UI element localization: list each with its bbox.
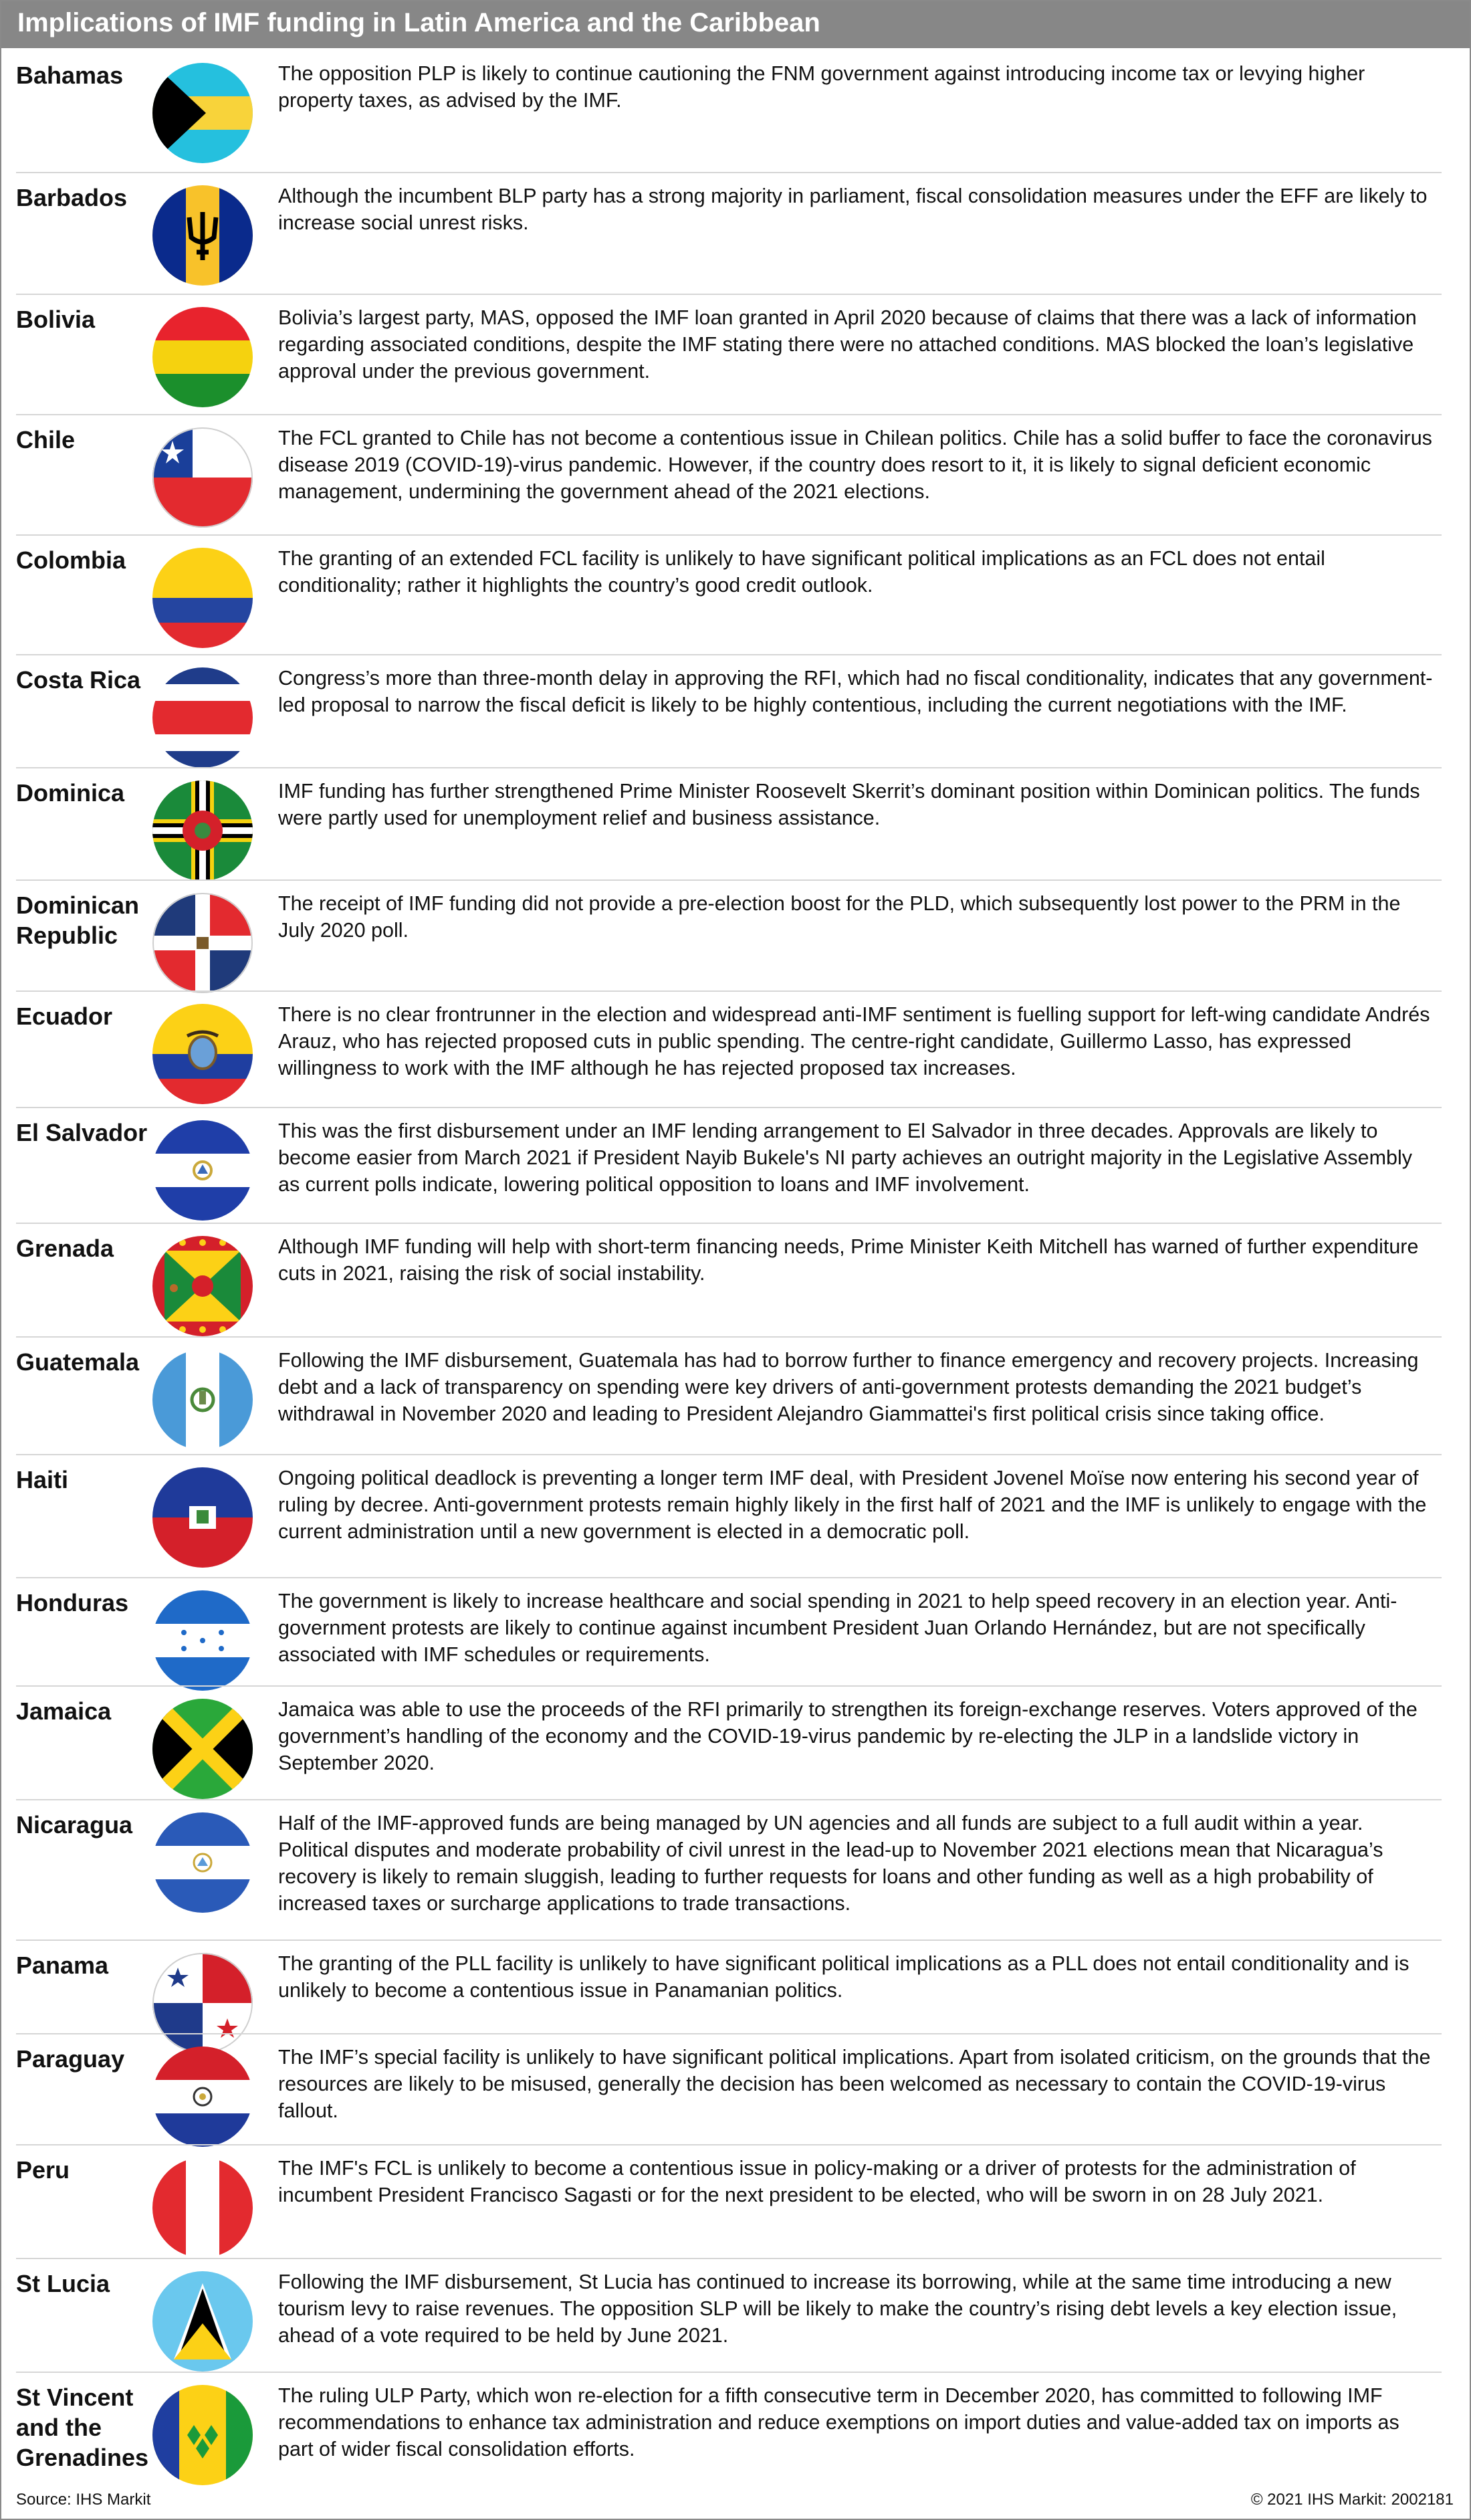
country-name: Ecuador bbox=[16, 1003, 113, 1030]
country-name: Chile bbox=[16, 426, 76, 453]
implication-text: The granting of the PLL facility is unlikely to have significant political implications as a PLL does not entail conditionality and is unlikely to become a contentious issue in Panamanian politics. bbox=[278, 1952, 1409, 2002]
list-item bbox=[1, 295, 1470, 415]
country-name: Nicaragua bbox=[16, 1811, 133, 1839]
implication-text: Although IMF funding will help with short-term financing needs, Prime Minister Keith Mitchell has warned of further expenditure cuts in 2021, raising the risk of social instability. bbox=[278, 1235, 1419, 1285]
jamaica-flag-icon bbox=[152, 1699, 253, 1799]
country-name: Costa Rica bbox=[16, 666, 141, 694]
implication-text: Following the IMF disbursement, St Lucia has continued to increase its borrowing, while at the same time introducing a new tourism levy to raise revenues. The opposition SLP will be likely to make the country’s rising debt levels a key election issue, ahead of a vote required to be held by June 2021. bbox=[278, 2271, 1397, 2347]
chile-flag-icon bbox=[152, 427, 253, 528]
country-name: Haiti bbox=[16, 1466, 69, 1493]
implication-text: Jamaica was able to use the proceeds of the RFI primarily to strengthen its foreign-exchange reserves. Voters approved of the government’s handling of the economy and the COVID-19-virus pandemic by re-electing the JLP in a landslide victory in September 2020. bbox=[278, 1698, 1418, 1774]
implication-text: The ruling ULP Party, which won re-election for a fifth consecutive term in December 2020, has committed to following IMF recommendations to enhance tax administration and reduce exemptions on import duties and value-added tax on imports as part of wider fiscal consolidation efforts. bbox=[278, 2384, 1399, 2460]
honduras-flag-icon bbox=[152, 1590, 253, 1691]
implication-text: Although the incumbent BLP party has a strong majority in parliament, fiscal consolidation measures under the EFF are likely to increase social unrest risks. bbox=[278, 185, 1428, 234]
list-item bbox=[1, 1687, 1470, 1800]
paraguay-flag-icon bbox=[152, 2046, 253, 2147]
country-name: Barbados bbox=[16, 184, 128, 211]
barbados-flag-icon bbox=[152, 185, 253, 286]
country-name: Colombia bbox=[16, 546, 126, 574]
colombia-flag-icon bbox=[152, 548, 253, 648]
source-note: Source: IHS Markit bbox=[16, 2491, 151, 2509]
guatemala-flag-icon bbox=[152, 1350, 253, 1450]
implication-text: The IMF's FCL is unlikely to become a contentious issue in policy-making or a driver of protests for the administration of incumbent President Francisco Sagasti or for the next president to be elected, who will be sworn in on 28 July 2021. bbox=[278, 2157, 1356, 2206]
el-salvador-flag-icon bbox=[152, 1120, 253, 1221]
implication-text: Half of the IMF-approved funds are being managed by UN agencies and all funds are subject to a full audit within a year. Political disputes and moderate probability of civil unrest in the lead-up to November 2021 elections mean that Nicaragua’s recovery is likely to remain sluggish, leading to further requests for loans and other funding as well as a high probability of increased taxes or surcharge applications to trade transactions. bbox=[278, 1812, 1383, 1915]
implication-text: The government is likely to increase healthcare and social spending in 2021 to help speed recovery in an election year. Anti-government protests are likely to continue against incumbent President Juan Orlando Hernández, but are not specifically associated with IMF schedules or requirements. bbox=[278, 1590, 1397, 1666]
list-item bbox=[1, 992, 1470, 1108]
list-item bbox=[1, 2145, 1470, 2259]
grenada-flag-icon bbox=[152, 1236, 253, 1336]
implication-text: Following the IMF disbursement, Guatemala has had to borrow further to finance emergency and recovery projects. Increasing debt and a lack of transparency on spending were key drivers of anti-government protests demanding the 2021 budget’s withdrawal in November 2020 and leading to President Alejandro Giammattei's first political crisis since taking office. bbox=[278, 1349, 1419, 1425]
peru-flag-icon bbox=[152, 2158, 253, 2258]
costa-rica-flag-icon bbox=[152, 667, 253, 768]
dominica-flag-icon bbox=[152, 780, 253, 881]
implication-text: This was the first disbursement under an IMF lending arrangement to El Salvador in three decades. Approvals are likely to become easier from March 2021 if President Nayib Bukele's NI party achieves an outright majority in the Legislative Assembly as current polls indicate, lowering political opposition to loans and IMF involvement. bbox=[278, 1120, 1412, 1196]
list-item bbox=[1, 2259, 1470, 2373]
implication-text: Ongoing political deadlock is preventing a longer term IMF deal, with President Jovenel Moïse now entering his second year of ruling by decree. Anti-government protests remain highly likely in the first half of 2021 and the IMF is unlikely to engage with the current administration until a new government is elected in a democratic poll. bbox=[278, 1467, 1427, 1543]
implication-text: The receipt of IMF funding did not provide a pre-election boost for the PLD, which subsequently lost power to the PRM in the July 2020 poll. bbox=[278, 892, 1401, 942]
haiti-flag-icon bbox=[152, 1467, 253, 1568]
list-item bbox=[1, 415, 1470, 536]
page-title: Implications of IMF funding in Latin America and the Caribbean bbox=[17, 8, 820, 37]
country-name: Panama bbox=[16, 1952, 109, 1979]
country-name: St Vincent and the Grenadines bbox=[16, 2384, 149, 2471]
title-bar bbox=[1, 1, 1470, 48]
ecuador-flag-icon bbox=[152, 1004, 253, 1104]
list-item bbox=[1, 655, 1470, 768]
implication-text: Congress’s more than three-month delay in approving the RFI, which had no fiscal conditionality, indicates that any government-led proposal to narrow the fiscal deficit is likely to be highly contentious, including the current negotiations with the IMF. bbox=[278, 667, 1433, 716]
country-name: Jamaica bbox=[16, 1697, 112, 1725]
implication-text: IMF funding has further strengthened Prime Minister Roosevelt Skerrit’s dominant position within Dominican politics. The funds were partly used for unemployment relief and business assistance. bbox=[278, 780, 1420, 829]
nicaragua-flag-icon bbox=[152, 1812, 253, 1913]
list-item bbox=[1, 1941, 1470, 2034]
list-item bbox=[1, 1224, 1470, 1338]
implication-text: The FCL granted to Chile has not become a contentious issue in Chilean politics. Chile has a solid buffer to face the coronavirus disease 2019 (COVID-19)-virus pandemic. However, if the country does resort to it, it is likely to signal deficient economic management, undermining the government ahead of the 2021 elections. bbox=[278, 427, 1432, 503]
country-name: Bahamas bbox=[16, 62, 124, 89]
list-item bbox=[1, 51, 1470, 173]
country-name: Paraguay bbox=[16, 2045, 125, 2073]
implication-text: The opposition PLP is likely to continue cautioning the FNM government against introducing income tax or levying higher property taxes, as advised by the IMF. bbox=[278, 62, 1365, 112]
country-name: Guatemala bbox=[16, 1348, 140, 1376]
st-lucia-flag-icon bbox=[152, 2271, 253, 2372]
country-name: Dominica bbox=[16, 779, 125, 807]
list-item bbox=[1, 2373, 1470, 2487]
implication-text: There is no clear frontrunner in the election and widespread anti-IMF sentiment is fuelling support for left-wing candidate Andrés Arauz, who has rejected proposed cuts in public spending. The centre-right candidate, Guillermo Lasso, has expressed willingness to work with the IMF although he has rejected proposed tax increases. bbox=[278, 1003, 1430, 1079]
list-item bbox=[1, 173, 1470, 295]
list-item bbox=[1, 1578, 1470, 1687]
copyright-note: © 2021 IHS Markit: 2002181 bbox=[1250, 2491, 1454, 2509]
list-item bbox=[1, 881, 1470, 992]
country-name: El Salvador bbox=[16, 1119, 148, 1146]
bolivia-flag-icon bbox=[152, 307, 253, 407]
country-name: Honduras bbox=[16, 1589, 129, 1616]
list-item bbox=[1, 1338, 1470, 1455]
list-item bbox=[1, 1455, 1470, 1578]
country-name: Dominican Republic bbox=[16, 891, 140, 949]
implication-text: The granting of an extended FCL facility is unlikely to have significant political implications as an FCL does not entail conditionality; rather it highlights the country’s good credit outlook. bbox=[278, 547, 1325, 597]
list-item bbox=[1, 2034, 1470, 2145]
list-item bbox=[1, 536, 1470, 655]
bahamas-flag-icon bbox=[152, 63, 253, 163]
implication-text: Bolivia’s largest party, MAS, opposed the IMF loan granted in April 2020 because of claims that there was a lack of information regarding associated conditions, despite the IMF stating there were no attached conditions. MAS blocked the loan’s legislative approval under the previous government. bbox=[278, 306, 1417, 383]
list-item bbox=[1, 768, 1470, 881]
country-name: Peru bbox=[16, 2156, 70, 2184]
country-name: Grenada bbox=[16, 1235, 114, 1262]
list-item bbox=[1, 1800, 1470, 1941]
country-name: Bolivia bbox=[16, 306, 96, 333]
implication-text: The IMF’s special facility is unlikely to have significant political implications. Apart from isolated criticism, on the grounds that the resources are likely to be misused, generally the decision has been welcomed as necessary to contain the COVID-19-virus fallout. bbox=[278, 2046, 1431, 2122]
st-vincent-flag-icon bbox=[152, 2385, 253, 2485]
country-name: St Lucia bbox=[16, 2270, 110, 2297]
dominican-republic-flag-icon bbox=[152, 893, 253, 993]
list-item bbox=[1, 1108, 1470, 1224]
